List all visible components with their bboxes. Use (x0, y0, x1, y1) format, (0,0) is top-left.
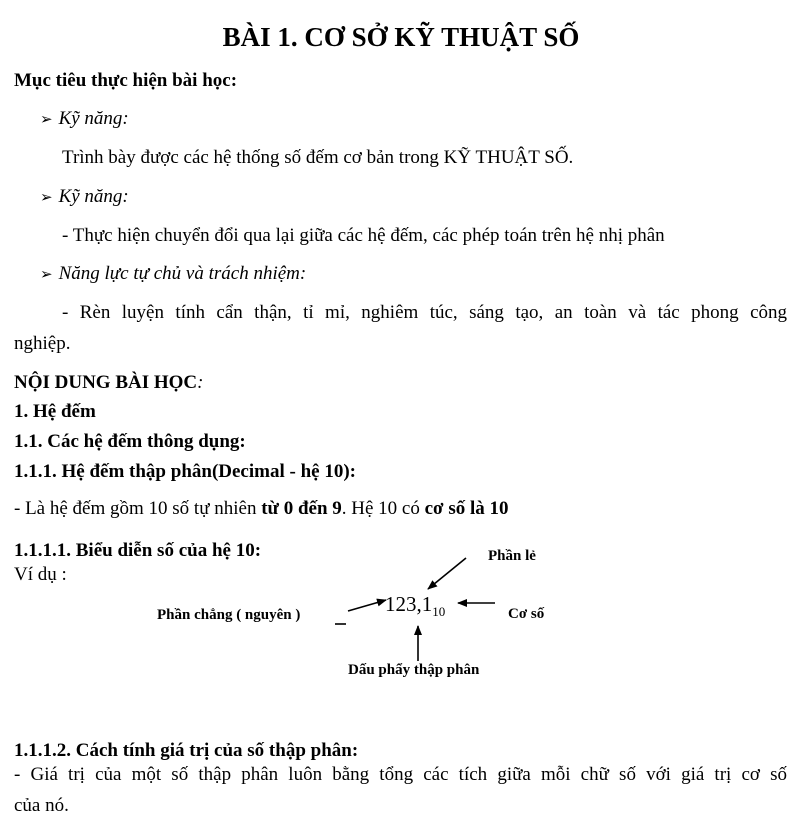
section-heading-1-1-1-2: 1.1.1.2. Cách tính giá trị của số thập phân: (14, 740, 359, 761)
content-heading (14, 372, 203, 394)
bullet-text: - Thực hiện chuyển đổi qua lại giữa các hệ đếm, các phép toán trên hệ nhị phân (62, 225, 665, 246)
bullet-label: Kỹ năng: (58, 186, 129, 207)
decimal-desc-base: cơ số là 10 (424, 498, 509, 519)
section-heading-1-1: 1.1. Các hệ đếm thông dụng: (14, 431, 246, 452)
section-heading-1-1-1-1: 1.1.1.1. Biểu diễn số của hệ 10: (14, 540, 262, 561)
label-integer: Phần chẳng ( nguyên ) (157, 607, 301, 623)
arrow-bullet-icon: ➢ (40, 267, 53, 283)
number-value: 123,1 (385, 592, 433, 616)
example-label: Ví dụ : (14, 564, 67, 585)
arrow-integer (348, 600, 386, 611)
bullet-text: Trình bày được các hệ thống số đếm cơ bản trong KỸ THUẬT SỐ. (62, 147, 574, 168)
bullet-responsibility (40, 263, 306, 285)
page-title: BÀI 1. CƠ SỞ KỸ THUẬT SỐ (222, 22, 580, 52)
arrow-fraction (428, 558, 466, 589)
bullet-label: Năng lực tự chủ và trách nhiệm: (58, 263, 307, 284)
value-description: - Giá trị của một số thập phân luôn bằng tổng các tích giữa mỗi chữ số với giá trị cơ số (14, 764, 787, 785)
bullet-text-continued: nghiệp. (14, 333, 71, 354)
label-fraction: Phần lẻ (488, 548, 536, 564)
bullet-skill-1 (40, 108, 129, 130)
decimal-desc-text: . Hệ 10 có (341, 498, 425, 519)
bullet-label: Kỹ năng: (58, 108, 129, 129)
decimal-description (14, 498, 509, 520)
content-heading-suffix: : (197, 372, 204, 393)
label-base: Cơ số (508, 606, 545, 622)
arrow-bullet-icon: ➢ (40, 190, 53, 206)
label-decimal-point: Dấu phẩy thập phân (348, 662, 480, 678)
decimal-desc-text: - Là hệ đếm gồm 10 số tự nhiên (14, 498, 262, 519)
value-description-continued: của nó. (14, 795, 69, 816)
decimal-desc-range: từ 0 đến 9 (261, 498, 342, 519)
section-heading-1-1-1: 1.1.1. Hệ đếm thập phân(Decimal - hệ 10): (14, 461, 356, 482)
objectives-heading: Mục tiêu thực hiện bài học: (14, 70, 238, 91)
bullet-skill-2 (40, 186, 129, 208)
number-base-subscript: 10 (432, 604, 446, 619)
bullet-text: - Rèn luyện tính cẩn thận, tỉ mỉ, nghiêm túc, sáng tạo, an toàn và tác phong công (62, 302, 787, 323)
section-heading-1: 1. Hệ đếm (14, 401, 96, 422)
arrow-bullet-icon: ➢ (40, 112, 53, 128)
content-heading-text: NỘI DUNG BÀI HỌC (14, 372, 198, 393)
example-number (385, 592, 445, 620)
